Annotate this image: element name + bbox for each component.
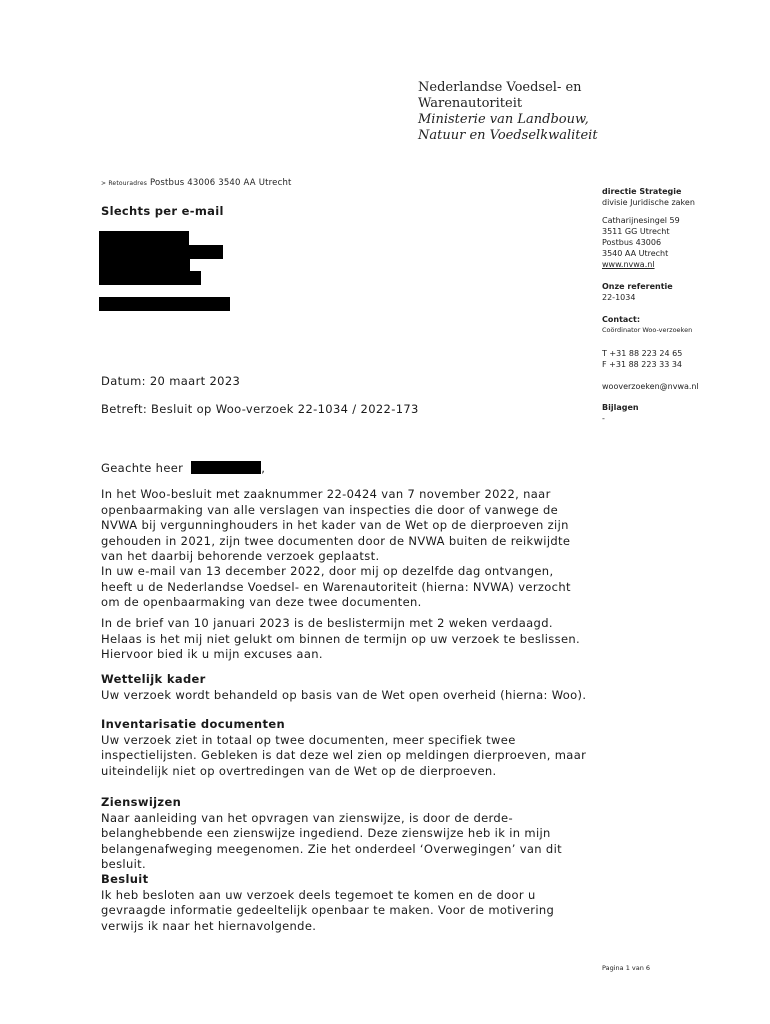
logo-line-3: Ministerie van Landbouw, (418, 112, 589, 127)
street-address: Catharijnesingel 59 (602, 216, 680, 225)
salutation (101, 461, 601, 477)
contact-label: Contact: (602, 315, 641, 324)
phone-number: T +31 88 223 24 65 (602, 349, 683, 358)
section-heading: Inventarisatie documenten (101, 717, 286, 731)
salutation-suffix: , (261, 461, 266, 475)
postal-city: 3511 GG Utrecht (602, 227, 670, 236)
attachments-label: Bijlagen (602, 403, 639, 412)
section-text: Naar aanleiding van het opvragen van zienswijze, is door de derde-belanghebbende een zienswijze ingediend. Deze zienswijze heb ik in mijn belangenafweging meegenomen. Zie het onderdeel ‘Overwegingen’ van dit besluit. (101, 810, 562, 871)
attachments-value: - (602, 414, 605, 423)
department-name: directie Strategie (602, 187, 682, 196)
website-link[interactable]: www.nvwa.nl (602, 260, 655, 269)
contact-email[interactable]: wooverzoeken@nvwa.nl (602, 382, 699, 391)
paragraph-deadline: In de brief van 10 januari 2023 is de beslistermijn met 2 weken verdaagd. Helaas is het mij niet gelukt om binnen de termijn op uw verzoek te beslissen. Hiervoor bied ik u mijn excuses aan. (101, 616, 581, 661)
redaction-bar (99, 245, 223, 259)
logo-line-4: Natuur en Voedselkwaliteit (418, 128, 598, 143)
organization-logo (418, 80, 598, 144)
fax-number: F +31 88 223 33 34 (602, 360, 683, 369)
section-decision (101, 872, 587, 934)
section-heading: Zienswijzen (101, 795, 182, 809)
paragraph-request: In uw e-mail van 13 december 2022, door mij op dezelfde dag ontvangen, heeft u de Nederlandse Voedsel- en Warenautoriteit (hierna: NVWA) verzocht om de openbaarmaking van deze twee documenten. (101, 564, 571, 609)
sidebar-department (602, 186, 752, 208)
section-legal-framework (101, 672, 587, 703)
postbus: Postbus 43006 (602, 238, 662, 247)
delivery-method: Slechts per e-mail (101, 204, 224, 218)
page-number: Pagina 1 van 6 (602, 964, 651, 972)
section-heading: Wettelijk kader (101, 672, 206, 686)
logo-line-2: Warenautoriteit (418, 96, 523, 111)
reference-label: Onze referentie (602, 282, 673, 291)
sidebar-address (602, 215, 752, 270)
section-text: Uw verzoek wordt behandeld op basis van de Wet open overheid (hierna: Woo). (101, 687, 587, 702)
redaction-bar (99, 271, 201, 285)
salutation-prefix: Geachte heer (101, 461, 184, 475)
section-text: Uw verzoek ziet in totaal op twee documenten, meer specifiek twee inspectielijsten. Gebleken is dat deze wel zien op meldingen dierproeven, maar uiteindelijk niet op overtredingen van de Wet op de dierproeven. (101, 732, 587, 778)
section-inventory (101, 717, 587, 779)
letter-date: Datum: 20 maart 2023 (101, 374, 241, 388)
contact-value: Coördinator Woo-verzoeken (602, 326, 693, 334)
redacted-name (191, 461, 261, 474)
redaction-bar (99, 231, 189, 245)
sidebar-attachments (602, 402, 752, 424)
postbus-city: 3540 AA Utrecht (602, 249, 669, 258)
sidebar-phone (602, 348, 752, 370)
sidebar-contact (602, 314, 752, 336)
return-address-text: Postbus 43006 3540 AA Utrecht (149, 178, 292, 188)
section-text: Ik heb besloten aan uw verzoek deels tegemoet te komen en de door u gevraagde informatie gedeeltelijk openbaar te maken. Voor de motivering verwijs ik naar het hiernavolgende. (101, 887, 555, 933)
letter-subject: Betreft: Besluit op Woo-verzoek 22-1034 / 2022-173 (101, 402, 419, 416)
reference-value: 22-1034 (602, 293, 636, 302)
division-name: divisie Juridische zaken (602, 198, 695, 207)
section-heading: Besluit (101, 872, 149, 886)
redaction-bar (99, 297, 230, 311)
return-address-prefix: > Retouradres (101, 180, 148, 187)
logo-line-1: Nederlandse Voedsel- en (418, 80, 582, 95)
sidebar-reference (602, 281, 752, 303)
section-views (101, 795, 587, 873)
return-address (101, 178, 292, 188)
paragraph-intro: In het Woo-besluit met zaaknummer 22-0424 van 7 november 2022, naar openbaarmaking van alle verslagen van inspecties die door of vanwege de NVWA bij vergunninghouders in het kader van de Wet op de dierproeven zijn gehouden in 2021, zijn twee documenten door de NVWA buiten de reikwijdte van het daarbij behorende verzoek geplaatst. (101, 487, 571, 563)
